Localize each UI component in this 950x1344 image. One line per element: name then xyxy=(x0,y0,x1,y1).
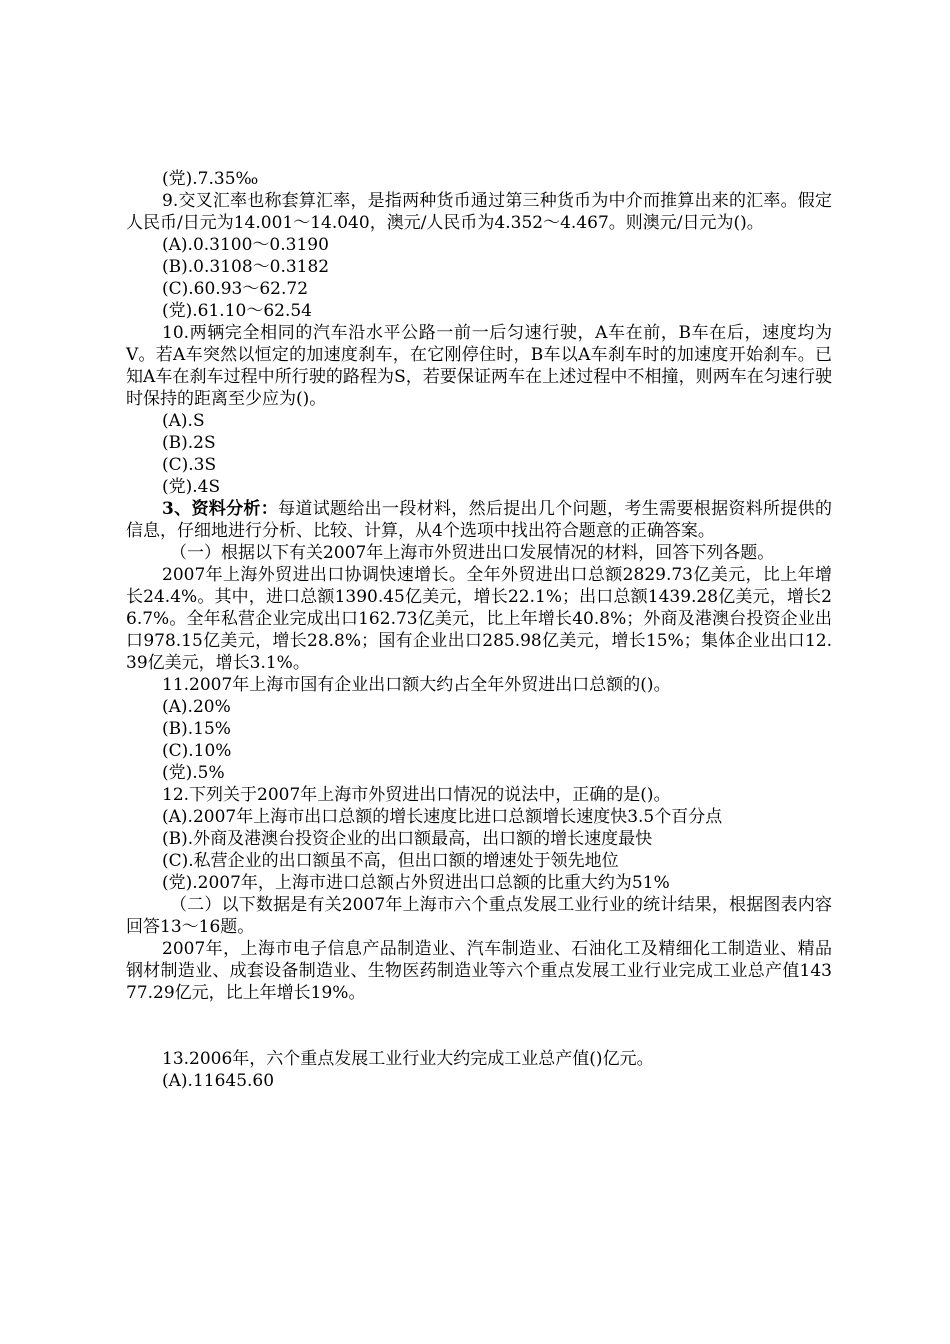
part-1-heading: （一）根据以下有关2007年上海市外贸进出口发展情况的材料，回答下列各题。 xyxy=(170,543,775,563)
question-12-option-b: (B).外商及港澳台投资企业的出口额最高，出口额的增长速度最快 xyxy=(162,829,653,849)
option-line: (党).7.35‰ xyxy=(162,169,259,189)
question-9-option-a: (A).0.3100～0.3190 xyxy=(162,235,329,255)
question-12: 12.下列关于2007年上海市外贸进出口情况的说法中，正确的是()。 xyxy=(162,785,671,805)
question-11-option-d: (党).5% xyxy=(162,763,225,783)
question-10-option-a: (A).S xyxy=(162,411,205,431)
question-9: 9.交叉汇率也称套算汇率，是指两种货币通过第三种货币为中介而推算出来的汇率。假定人民币/日元为14.001～14.040，澳元/人民币为4.352～4.467。则澳元/日元为()。 xyxy=(126,191,832,233)
question-12-option-d: (党).2007年，上海市进口总额占外贸进出口总额的比重大约为51% xyxy=(162,873,670,893)
section-3-title: 3、资料分析： xyxy=(162,499,279,519)
blank-gap xyxy=(126,1004,832,1048)
question-9-option-c: (C).60.93～62.72 xyxy=(162,279,309,299)
section-3-heading xyxy=(126,498,832,542)
question-10-option-d: (党).4S xyxy=(162,477,221,497)
question-11-option-c: (C).10% xyxy=(162,741,232,761)
question-12-option-c: (C).私营企业的出口额虽不高，但出口额的增速处于领先地位 xyxy=(162,851,619,871)
question-10: 10.两辆完全相同的汽车沿水平公路一前一后匀速行驶，A车在前，B车在后，速度均为V。若A车突然以恒定的加速度刹车，在它刚停住时，B车以A车刹车时的加速度开始刹车。已知A车在刹车过程中所行驶的路程为S，若要保证两车在上述过程中不相撞，则两车在匀速行驶时保持的距离至少应为()。 xyxy=(126,323,832,409)
question-11: 11.2007年上海市国有企业出口额大约占全年外贸进出口总额的()。 xyxy=(162,675,671,695)
document-body xyxy=(126,168,832,1092)
question-11-option-a: (A).20% xyxy=(162,697,231,717)
question-10-option-b: (B).2S xyxy=(162,433,216,453)
question-12-option-a: (A).2007年上海市出口总额的增长速度比进口总额增长速度快3.5个百分点 xyxy=(162,807,723,827)
question-11-option-b: (B).15% xyxy=(162,719,231,739)
question-13: 13.2006年，六个重点发展工业行业大约完成工业总产值()亿元。 xyxy=(162,1049,654,1069)
question-13-option-a: (A).11645.60 xyxy=(162,1071,275,1091)
part-2-heading: （二）以下数据是有关2007年上海市六个重点发展工业行业的统计结果，根据图表内容回答13～16题。 xyxy=(126,895,832,937)
part-2-material: 2007年，上海市电子信息产品制造业、汽车制造业、石油化工及精细化工制造业、精品钢材制造业、成套设备制造业、生物医药制造业等六个重点发展工业行业完成工业总产值14377.29亿元，比上年增长19%。 xyxy=(126,939,832,1003)
question-10-option-c: (C).3S xyxy=(162,455,217,475)
part-1-material: 2007年上海外贸进出口协调快速增长。全年外贸进出口总额2829.73亿美元，比上年增长24.4%。其中，进口总额1390.45亿美元，增长22.1%；出口总额1439.28亿美元，增长26.7%。全年私营企业完成出口162.73亿美元，比上年增长40.8%；外商及港澳台投资企业出口978.15亿美元，增长28.8%；国有企业出口285.98亿美元，增长15%；集体企业出口12.39亿美元，增长3.1%。 xyxy=(126,565,832,673)
section-3-description: 每道试题给出一段材料，然后提出几个问题，考生需要根据资料所提供的信息，仔细地进行分析、比较、计算，从4个选项中找出符合题意的正确答案。 xyxy=(126,499,832,541)
question-9-option-d: (党).61.10～62.54 xyxy=(162,301,313,321)
question-9-option-b: (B).0.3108～0.3182 xyxy=(162,257,330,277)
